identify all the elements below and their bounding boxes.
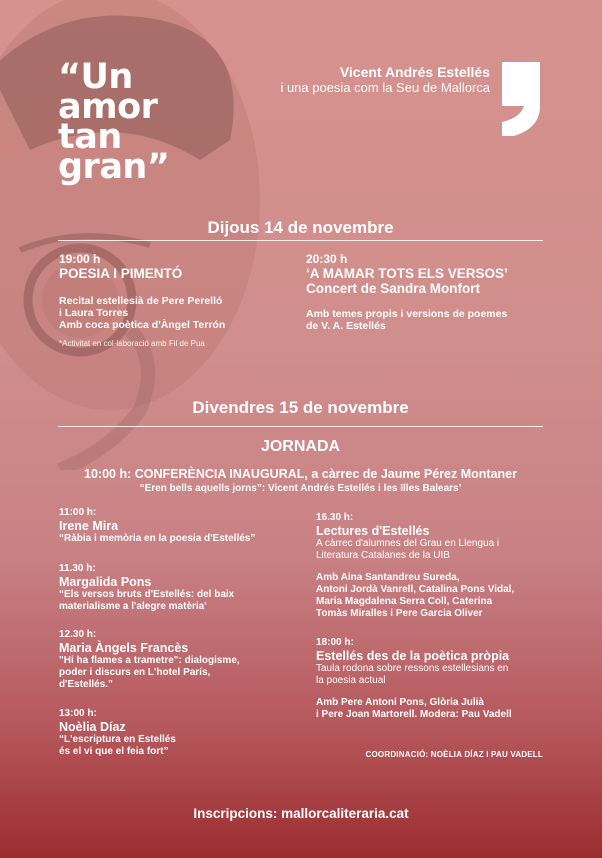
speaker-name: Margalida Pons bbox=[59, 575, 152, 589]
session bbox=[316, 512, 548, 620]
session bbox=[59, 629, 299, 691]
session bbox=[316, 637, 548, 721]
conference-subtitle: “Eren bells aquells jorns”: Vicent Andrés Estellés i les Illes Balears’ bbox=[139, 483, 462, 494]
speaker-name: Maria Àngels Francès bbox=[59, 641, 189, 655]
description-line: materialisme a l'alegre matèria' bbox=[59, 601, 207, 612]
event-concert bbox=[306, 253, 546, 332]
inscriptions-link[interactable]: Inscripcions: mallorcaliteraria.cat bbox=[193, 806, 409, 821]
event-note: *Activitat en col·laboració amb Fil de Pua bbox=[59, 339, 205, 348]
description-line: la poesia actual bbox=[316, 675, 386, 686]
session-time: 18:00 h: bbox=[316, 637, 354, 648]
description-line: “L'escriptura en Estellés bbox=[59, 734, 176, 745]
session-time: 12.30 h: bbox=[59, 629, 97, 640]
event-title: ‘A MAMAR TOTS ELS VERSOS’ bbox=[306, 266, 508, 281]
description-line: “Els versos bruts d'Estellés: del baix bbox=[59, 589, 235, 600]
session bbox=[59, 708, 299, 758]
description-line: Amb temes propis i versions de poemes bbox=[306, 308, 508, 320]
event-title: POESIA I PIMENTÓ bbox=[59, 266, 183, 281]
poster-subtitle bbox=[280, 64, 490, 96]
coordination-credit: COORDINACIÓ: NOÈLIA DÍAZ I PAU VADELL bbox=[365, 750, 543, 759]
title-line: tan bbox=[58, 117, 122, 157]
description-line: Taula rodona sobre ressons estellesians en bbox=[316, 663, 509, 674]
poster-title bbox=[58, 57, 170, 187]
participants-line: Tomàs Miralles i Pere Garcia Oliver bbox=[316, 608, 483, 619]
title-line: amor bbox=[58, 87, 158, 127]
participants-line: Amb Aina Santandreu Sureda, bbox=[316, 572, 460, 583]
session-time: 13:00 h: bbox=[59, 708, 97, 719]
session-description bbox=[316, 538, 548, 562]
description-line: poder i discurs en L'hotel París, bbox=[59, 667, 211, 678]
event-time: 20:30 h bbox=[306, 252, 348, 266]
event-description bbox=[306, 308, 546, 332]
session-participants bbox=[316, 697, 548, 721]
description-line: A càrrec d'alumnes del Grau en Llengua i bbox=[316, 538, 500, 549]
event-subtitle: Concert de Sandra Monfort bbox=[306, 281, 481, 296]
jornada-heading: JORNADA bbox=[260, 438, 341, 455]
description-line: d'Estellés." bbox=[59, 679, 113, 690]
description-line: Recital estellesià de Pere Perelló bbox=[59, 295, 223, 307]
description-line: “Ràbia i memòria en la poesia d'Estellés” bbox=[59, 533, 256, 544]
speaker-name: Noèlia Díaz bbox=[59, 720, 126, 734]
divider bbox=[58, 426, 543, 427]
title-line: “Un bbox=[58, 57, 133, 97]
session-description bbox=[59, 655, 299, 691]
day1-heading: Dijous 14 de novembre bbox=[207, 218, 394, 237]
session-time: 11:00 h: bbox=[59, 507, 97, 518]
event-description bbox=[59, 295, 299, 331]
session-time: 11.30 h: bbox=[59, 563, 96, 574]
description-line: de V. A. Estellés bbox=[306, 320, 386, 332]
session bbox=[59, 507, 299, 545]
session-description bbox=[316, 663, 548, 687]
session-description bbox=[59, 589, 299, 613]
session-time: 16.30 h: bbox=[316, 512, 354, 523]
participants-line: Maria Magdalena Serra Coll, Caterina bbox=[316, 596, 493, 607]
subtitle-text: i una poesia com la Seu de Mallorca bbox=[280, 80, 490, 95]
title-line: gran” bbox=[58, 147, 170, 187]
participants-line: Amb Pere Antoni Pons, Glòria Julià bbox=[316, 697, 484, 708]
inaugural-conference bbox=[58, 467, 543, 494]
comma-logo-icon bbox=[500, 62, 540, 136]
event-poesia-pimento bbox=[59, 253, 299, 350]
participants-line: i Pere Joan Martorell. Modera: Pau Vadell bbox=[316, 709, 512, 720]
session-description bbox=[59, 734, 299, 758]
session-title: Estellés des de la poètica pròpia bbox=[316, 649, 510, 663]
conference-title: 10:00 h: CONFERÈNCIA INAUGURAL, a càrrec de Jaume Pérez Montaner bbox=[84, 467, 517, 481]
poet-name: Vicent Andrés Estellés bbox=[339, 64, 490, 80]
description-line: "Hi ha flames a trametre": dialogisme, bbox=[59, 655, 240, 666]
session bbox=[59, 563, 299, 613]
description-line: és el vi que el feia fort” bbox=[59, 746, 169, 757]
day2-heading: Divendres 15 de novembre bbox=[192, 398, 409, 417]
description-line: Amb coca poètica d'Àngel Terrón bbox=[59, 319, 226, 331]
description-line: i Laura Torres bbox=[59, 307, 129, 319]
session-description bbox=[59, 533, 299, 545]
session-participants bbox=[316, 572, 548, 620]
speaker-name: Irene Mira bbox=[59, 519, 119, 533]
divider bbox=[58, 240, 543, 241]
participants-line: Antoni Jordà Vanrell, Catalina Pons Vidal, bbox=[316, 584, 515, 595]
session-title: Lectures d'Estellés bbox=[316, 524, 430, 538]
event-time: 19:00 h bbox=[59, 252, 101, 266]
description-line: Literatura Catalanes de la UIB bbox=[316, 550, 450, 561]
